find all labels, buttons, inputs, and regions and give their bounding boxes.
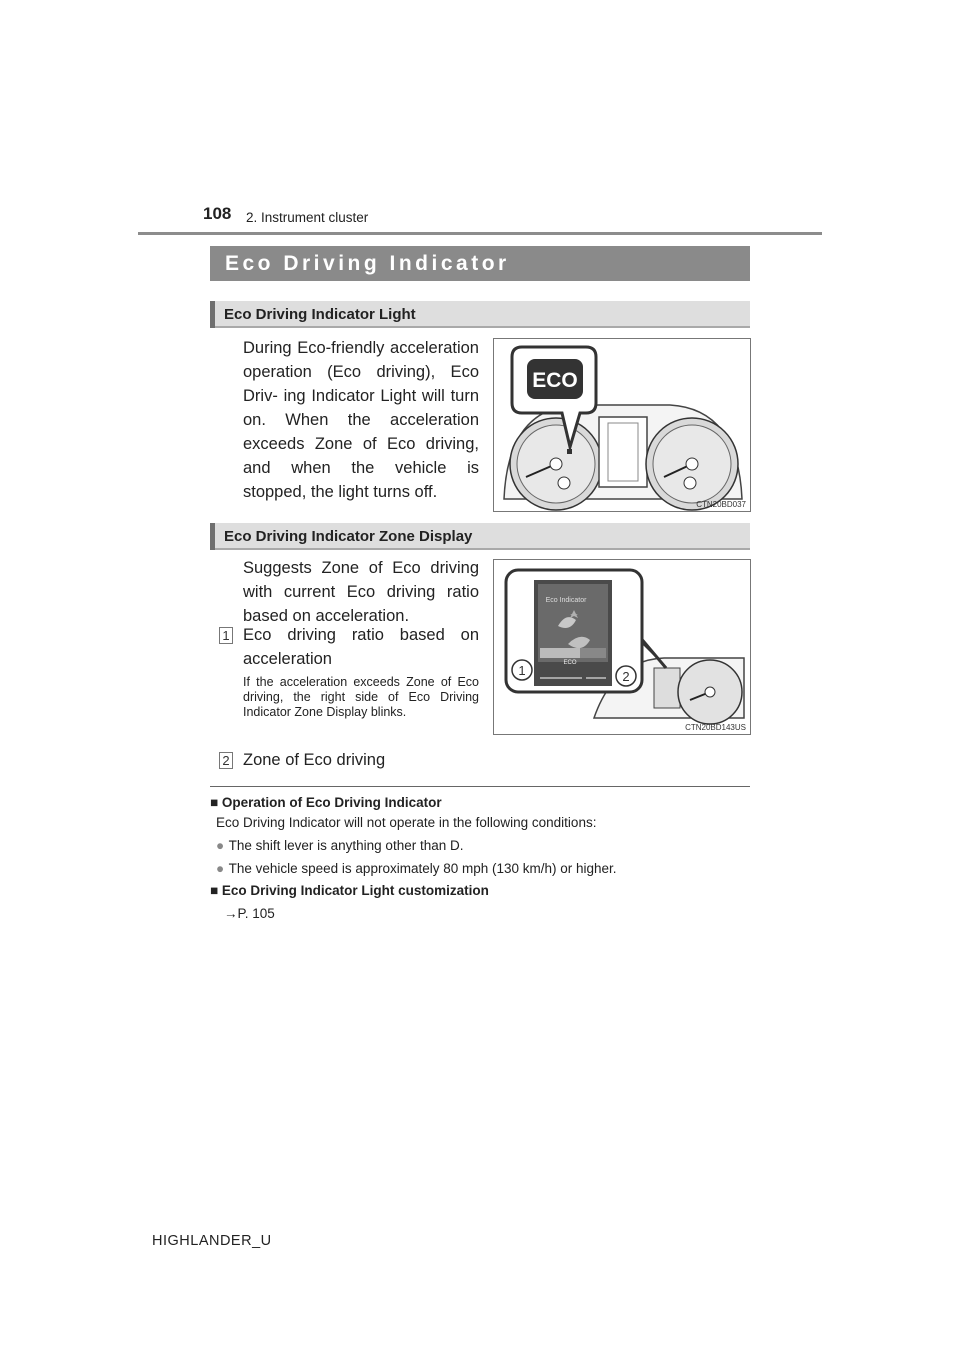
note-heading: Eco Driving Indicator Light customization bbox=[221, 883, 489, 898]
note-customization bbox=[210, 882, 489, 900]
zone-display-illustration bbox=[494, 560, 750, 734]
arrow-right-icon: → bbox=[224, 906, 238, 921]
section-title: 2. Instrument cluster bbox=[246, 210, 369, 225]
figure-zone-display bbox=[493, 559, 751, 735]
note-bullet bbox=[216, 860, 617, 878]
screen-title: Eco Indicator bbox=[545, 597, 587, 604]
item-label-1: Eco driving ratio based on acceleration bbox=[243, 626, 479, 668]
page-reference[interactable] bbox=[224, 906, 275, 921]
square-bullet-icon: ■ bbox=[210, 883, 222, 898]
bullet-text: The shift lever is anything other than D. bbox=[228, 838, 464, 853]
figure-code: CTN20BD037 bbox=[696, 500, 746, 509]
note-operation bbox=[210, 794, 442, 812]
item-label-2: Zone of Eco driving bbox=[243, 751, 386, 769]
page-number: 108 bbox=[203, 204, 232, 223]
item-number-1: 1 bbox=[219, 627, 233, 644]
bullet-text: The vehicle speed is approximately 80 mph (130 km/h) or higher. bbox=[228, 861, 617, 876]
note-bullet bbox=[216, 837, 463, 855]
note-heading: Operation of Eco Driving Indicator bbox=[221, 795, 442, 810]
item-number-2: 2 bbox=[219, 752, 233, 769]
item-note-1: If the acceleration exceeds Zone of Eco driving, the right side of Eco Driving Indicator Zone Display blinks. bbox=[243, 675, 479, 719]
reference-text: P. 105 bbox=[237, 906, 275, 921]
callout-1: 1 bbox=[518, 663, 526, 678]
footer-model: HIGHLANDER_U bbox=[152, 1233, 272, 1249]
page-title: Eco Driving Indicator bbox=[210, 246, 750, 281]
square-bullet-icon: ■ bbox=[210, 795, 222, 810]
note-text: Eco Driving Indicator will not operate in the following conditions: bbox=[216, 815, 597, 830]
header-rule bbox=[138, 232, 822, 235]
subheading-text: Eco Driving Indicator Light bbox=[224, 306, 416, 323]
circle-bullet-icon: ● bbox=[216, 838, 225, 853]
cluster-illustration bbox=[494, 339, 750, 511]
callout-2: 2 bbox=[622, 669, 630, 684]
screen-eco-label: ECO bbox=[563, 660, 577, 666]
eco-badge-text: ECO bbox=[532, 369, 578, 392]
notes-divider bbox=[210, 786, 750, 787]
subheading-indicator-light bbox=[210, 301, 750, 328]
subheading-zone-display bbox=[210, 523, 750, 550]
circle-bullet-icon: ● bbox=[216, 861, 225, 876]
figure-eco-light bbox=[493, 338, 751, 512]
zone-description: Suggests Zone of Eco driving with current Eco driving ratio based on acceleration. bbox=[243, 559, 479, 625]
figure-code: CTN20BD143US bbox=[685, 723, 746, 732]
light-description: During Eco-friendly acceleration operation (Eco driving), Eco Driv- ing Indicator Light will turn on. When the acceleration exceeds Zone of Eco driving, and when the vehicle is stopped, the light turns off. bbox=[243, 339, 479, 501]
subheading-text: Eco Driving Indicator Zone Display bbox=[224, 528, 473, 545]
